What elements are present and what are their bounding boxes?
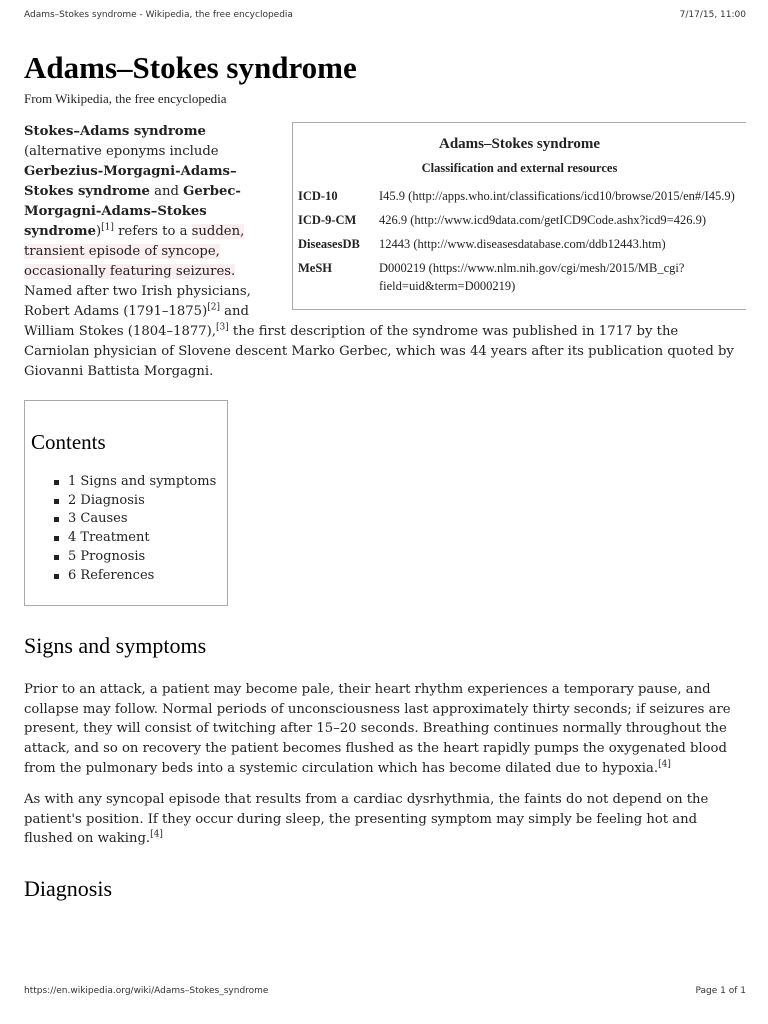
infobox-key: ICD-9-CM: [298, 213, 357, 227]
intro-text: and William Stokes (1804–1877),: [24, 304, 249, 339]
intro-term: Stokes–Adams syndrome: [24, 124, 206, 139]
print-footer: [24, 986, 746, 1000]
bullet-icon: [54, 499, 59, 504]
table-of-contents: [24, 400, 228, 606]
intro-text: the first description of the syndrome was published in 1717 by the Carniolan physician of Slovene descent Marko Gerbec, which was 44 years after its publication quoted by Giovanni Battista Morgagni.: [24, 324, 734, 379]
bullet-icon: [54, 536, 59, 541]
infobox-row-mesh: [293, 257, 746, 299]
infobox-table: [293, 185, 746, 299]
bullet-icon: [54, 555, 59, 560]
toc-item-prognosis[interactable]: [54, 548, 222, 567]
infobox-key: DiseasesDB: [298, 237, 360, 251]
infobox-row-icd10: [293, 185, 746, 209]
toc-item-label: 2 Diagnosis: [68, 492, 145, 508]
infobox-key: ICD-10: [298, 189, 338, 203]
bullet-icon: [54, 517, 59, 522]
intro-text: Named after two Irish physicians, Robert Adams (1791–1875): [24, 284, 251, 319]
infobox-subtitle: Classification and external resources: [421, 161, 618, 175]
print-footer-url: https://en.wikipedia.org/wiki/Adams–Stokes_syndrome: [24, 986, 269, 996]
print-header: [24, 10, 746, 24]
heading-diagnosis: Diagnosis: [24, 875, 112, 901]
toc-item-causes[interactable]: [54, 510, 222, 529]
citation-4[interactable]: [4]: [658, 759, 671, 770]
article-content: [24, 46, 746, 923]
page-subtitle: From Wikipedia, the free encyclopedia: [24, 91, 227, 106]
toc-item-signs-and-symptoms[interactable]: [54, 473, 222, 492]
intro-text: ): [95, 224, 102, 239]
infobox-row-diseasesdb: [293, 233, 746, 257]
citation-1[interactable]: [1]: [101, 222, 114, 233]
signs-paragraph-1-text: Prior to an attack, a patient may become pale, their heart rhythm experiences a temporary pause, and collapse may follow. Normal periods of unconsciousness last approximately thirty seconds; if seizures are present, they will consist of twitching after 15–20 seconds. Breathing continues normally throughout the attack, and so on recovery the patient becomes flushed as the heart rapidly pumps the oxygenated blood from the pulmonary beds into a systemic circulation which has become dilated due to hypoxia.: [24, 682, 731, 776]
toc-item-references[interactable]: [54, 567, 222, 586]
signs-paragraph-1: [24, 680, 746, 778]
intro-text: and: [149, 184, 184, 199]
citation-2[interactable]: [2]: [207, 302, 220, 313]
page-title: Adams–Stokes syndrome: [24, 50, 357, 85]
print-header-datetime: 7/17/15, 11:00: [679, 10, 746, 20]
toc-item-label: 3 Causes: [68, 511, 128, 527]
citation-3[interactable]: [3]: [215, 322, 229, 333]
bullet-icon: [54, 574, 59, 579]
intro-text: (alternative eponyms include: [24, 144, 219, 159]
toc-item-treatment[interactable]: [54, 529, 222, 548]
toc-item-label: 1 Signs and symptoms: [68, 474, 217, 489]
toc-list: [54, 473, 222, 585]
infobox-row-icd9cm: [293, 209, 746, 233]
intro-alt-name-1: Gerbezius-Morgagni-Adams–Stokes syndrome: [24, 164, 237, 199]
signs-paragraph-2-text: As with any syncopal episode that results from a cardiac dysrhythmia, the faints do not depend on the patient's position. If they occur during sleep, the presenting symptom may simply be feeling hot and flushed on waking.: [24, 792, 709, 847]
intro-highlight: sudden, transient episode of syncope, occasionally featuring seizures.: [24, 224, 245, 279]
intro-alt-name-2: Gerbec-Morgagni-Adams–Stokes syndrome: [24, 184, 241, 239]
signs-paragraph-2: [24, 790, 746, 849]
toc-item-diagnosis[interactable]: [54, 492, 222, 511]
toc-item-label: 6 References: [68, 567, 155, 583]
toc-item-label: 5 Prognosis: [68, 548, 146, 564]
infobox: [292, 122, 746, 310]
heading-signs-and-symptoms: Signs and symptoms: [24, 633, 207, 659]
bullet-icon: [54, 480, 59, 485]
intro-text: refers to a: [113, 224, 192, 239]
print-footer-page-number: Page 1 of 1: [695, 986, 746, 996]
citation-4[interactable]: [4]: [150, 829, 163, 840]
toc-title: Contents: [31, 430, 106, 454]
infobox-link-icd10[interactable]: I45.9 (http://apps.who.int/classifications/icd10/browse/2015/en#/I45.9): [379, 189, 735, 203]
toc-item-label: 4 Treatment: [68, 530, 150, 546]
infobox-link-diseasesdb[interactable]: 12443 (http://www.diseasesdatabase.com/ddb12443.htm): [379, 237, 666, 251]
infobox-link-icd9cm[interactable]: 426.9 (http://www.icd9data.com/getICD9Code.ashx?icd9=426.9): [379, 213, 707, 227]
infobox-key: MeSH: [298, 261, 333, 275]
infobox-title: Adams–Stokes syndrome: [439, 136, 600, 152]
infobox-link-mesh[interactable]: D000219 (https://www.nlm.nih.gov/cgi/mesh/2015/MB_cgi?field=uid&term=D000219): [379, 261, 685, 293]
print-header-title: Adams–Stokes syndrome - Wikipedia, the free encyclopedia: [24, 10, 293, 20]
